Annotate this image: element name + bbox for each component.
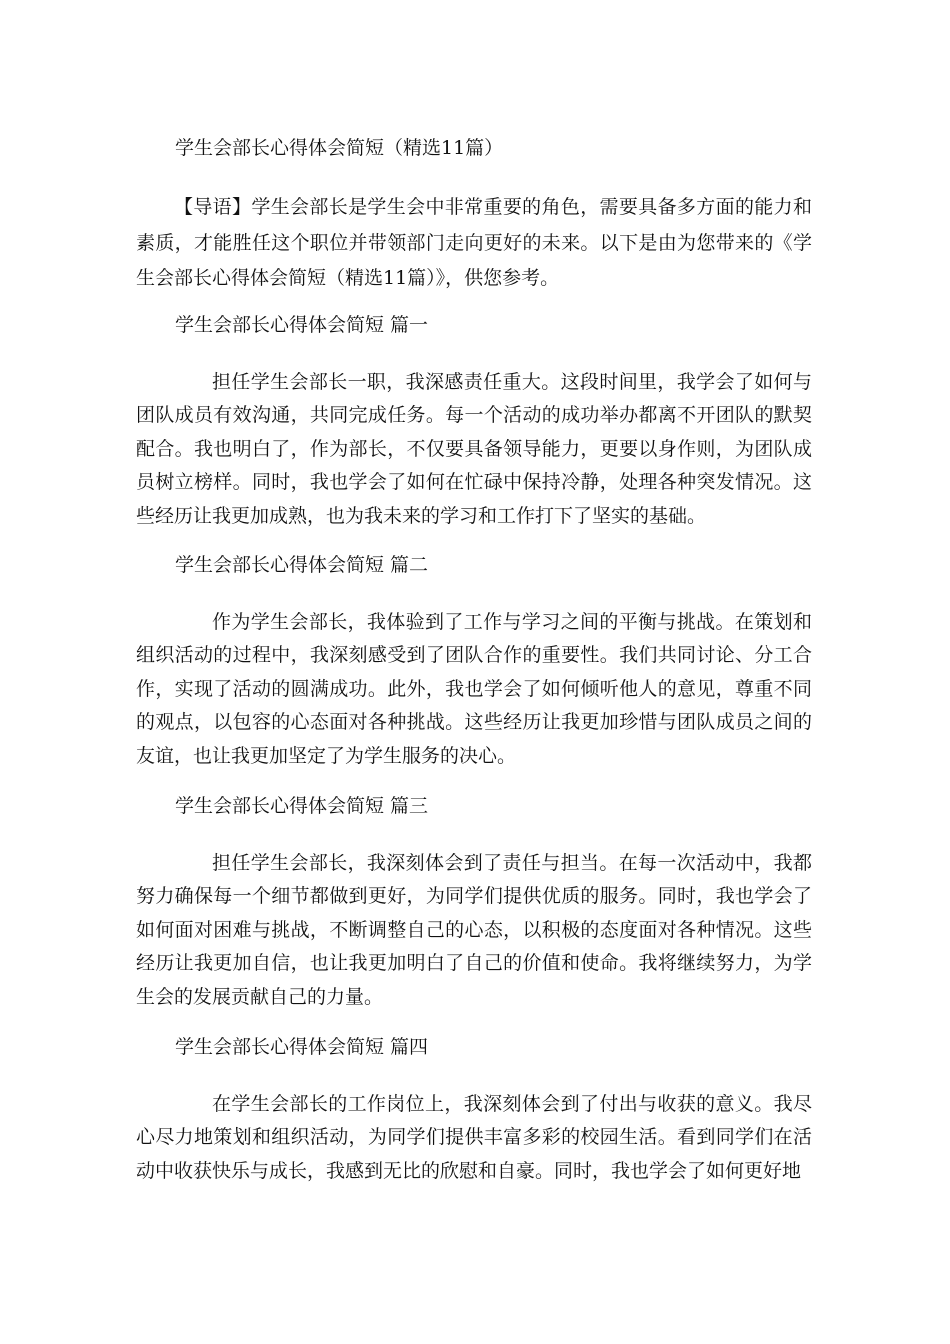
section-body-2: 作为学生会部长，我体验到了工作与学习之间的平衡与挑战。在策划和组织活动的过程中，我深刻感受到了团队合作的重要性。我们共同讨论、分工合作，实现了活动的圆满成功。此外，我也学会了如何倾听他人的意见，尊重不同的观点，以包容的心态面对各种挑战。这些经历让我更加珍惜与团队成员之间的友谊，也让我更加坚定了为学生服务的决心。 [136, 611, 812, 767]
section-body-1: 担任学生会部长一职，我深感责任重大。这段时间里，我学会了如何与团队成员有效沟通，共同完成任务。每一个活动的成功举办都离不开团队的默契配合。我也明白了，作为部长，不仅要具备领导能力，更要以身作则，为团队成员树立榜样。同时，我也学会了如何在忙碌中保持冷静，处理各种突发情况。这些经历让我更加成熟，也为我未来的学习和工作打下了坚实的基础。 [136, 371, 812, 527]
section-heading-1: 学生会部长心得体会简短 篇一 [175, 314, 429, 336]
section-body-4: 在学生会部长的工作岗位上，我深刻体会到了付出与收获的意义。我尽心尽力地策划和组织活动，为同学们提供丰富多彩的校园生活。看到同学们在活动中收获快乐与成长，我感到无比的欣慰和自豪。同时，我也学会了如何更好地 [136, 1093, 812, 1182]
section-body-3: 担任学生会部长，我深刻体会到了责任与担当。在每一次活动中，我都努力确保每一个细节都做到更好，为同学们提供优质的服务。同时，我也学会了如何面对困难与挑战，不断调整自己的心态，以积极的态度面对各种情况。这些经历让我更加自信，也让我更加明白了自己的价值和使命。我将继续努力，为学生会的发展贡献自己的力量。 [136, 852, 812, 1008]
section-heading-3: 学生会部长心得体会简短 篇三 [175, 795, 429, 817]
section-heading-2: 学生会部长心得体会简短 篇二 [175, 554, 429, 576]
document-title: 学生会部长心得体会简短（精选11篇） [175, 137, 504, 159]
section-heading-4: 学生会部长心得体会简短 篇四 [175, 1036, 429, 1058]
intro-paragraph: 【导语】学生会部长是学生会中非常重要的角色，需要具备多方面的能力和素质，才能胜任这个职位并带领部门走向更好的未来。以下是由为您带来的《学生会部长心得体会简短（精选11篇）》，供您参考。 [136, 196, 812, 289]
